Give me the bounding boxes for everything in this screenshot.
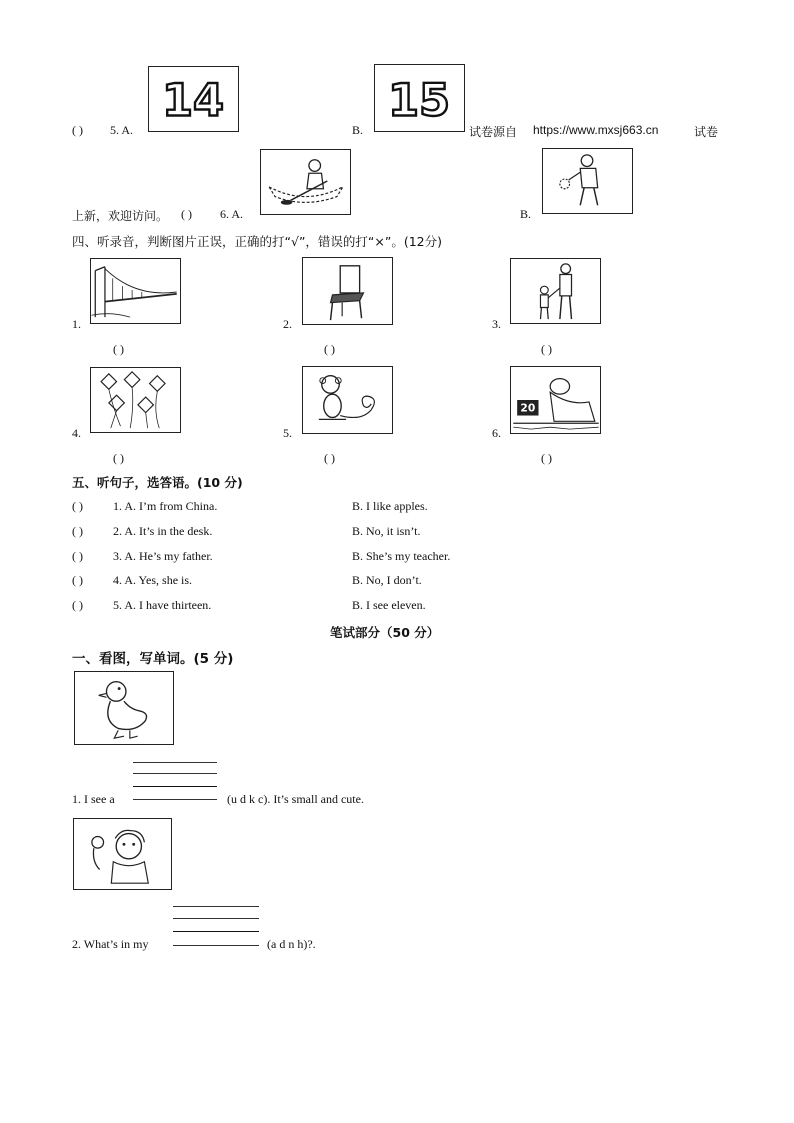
section4-heading: 四、听录音，判断图片正误，正确的打“√”，错误的打“×”。(12分) [72, 234, 443, 249]
birthday-cake-picture [511, 367, 600, 433]
s4-image5-monkey [302, 366, 393, 434]
q6-option-a-label: 6. A. [220, 207, 244, 221]
s5-q5-option-b: B. I see eleven. [352, 598, 426, 612]
source-note-tail: 试卷 [694, 125, 719, 139]
s4-item5-blank[interactable]: ( ) [324, 451, 335, 465]
w2-sentence-start: 2. What’s in my [72, 937, 149, 951]
w1-sentence-start: 1. I see a [72, 792, 115, 806]
s5-q1-blank[interactable]: ( ) [72, 499, 83, 513]
s5-q2-option-b: B. No, it isn’t. [352, 524, 421, 538]
w2-writing-line-1 [173, 906, 259, 907]
q5-answer-blank[interactable]: ( ) [72, 123, 83, 137]
w2-sentence-end: (a d n h)?. [267, 937, 316, 951]
source-note-label: 试卷源自 [469, 125, 518, 139]
s4-item2-blank[interactable]: ( ) [324, 342, 335, 356]
w1-writing-line-2 [133, 773, 217, 774]
chair-picture [303, 258, 392, 324]
source-note-url[interactable]: https://www.mxsj663.cn [533, 123, 659, 137]
w2-writing-line-4[interactable] [173, 945, 259, 946]
source-note-continuation: 上新，欢迎访问。 [72, 209, 169, 223]
s4-item1-blank[interactable]: ( ) [113, 342, 124, 356]
w1-writing-line-1 [133, 762, 217, 763]
father-and-son-picture [511, 259, 600, 323]
s4-item6-blank[interactable]: ( ) [541, 451, 552, 465]
s4-image3-father-and-son [510, 258, 601, 324]
section5-heading: 五、听句子，选答语。(10 分) [72, 475, 243, 490]
w1-writing-line-4[interactable] [133, 799, 217, 800]
written-section1-heading: 一、看图，写单词。(5 分) [72, 651, 234, 667]
written-part-title: 笔试部分（50 分） [330, 625, 440, 640]
q5-option-b-label: B. [352, 123, 364, 137]
bridge-picture [91, 259, 180, 323]
w1-writing-line-3 [133, 786, 217, 787]
w1-sentence-end: (u d k c). It’s small and cute. [227, 792, 364, 806]
s4-image4-kites [90, 367, 181, 433]
number-14-picture [149, 67, 238, 131]
q5-option-a-label: 5. A. [110, 123, 134, 137]
monkey-picture [303, 367, 392, 433]
s4-item1-number: 1. [72, 317, 81, 331]
s4-image2-chair [302, 257, 393, 325]
w2-writing-line-3 [173, 931, 259, 932]
duck-picture [75, 672, 173, 744]
s5-q2-blank[interactable]: ( ) [72, 524, 83, 538]
number-14-glyph: 14 [161, 74, 225, 127]
s5-q4-option-b: B. No, I don’t. [352, 573, 422, 587]
boy-rowing-boat-picture [261, 150, 350, 214]
q5-image-a-number-14 [148, 66, 239, 132]
svg-text:20: 20 [520, 401, 536, 415]
s4-item5-number: 5. [283, 426, 292, 440]
s4-image6-birthday-cake [510, 366, 601, 434]
q5-image-b-number-15 [374, 64, 465, 132]
s4-item3-blank[interactable]: ( ) [541, 342, 552, 356]
s5-q5-blank[interactable]: ( ) [72, 598, 83, 612]
s5-q2-option-a: 2. A. It’s in the desk. [113, 524, 213, 538]
s5-q3-blank[interactable]: ( ) [72, 549, 83, 563]
w2-writing-line-2 [173, 918, 259, 919]
hand-holding-ball-picture [74, 819, 171, 889]
man-playing-ball-picture [543, 149, 632, 213]
s4-item4-blank[interactable]: ( ) [113, 451, 124, 465]
kites-picture [91, 368, 180, 432]
s4-item4-number: 4. [72, 426, 81, 440]
s4-image1-bridge [90, 258, 181, 324]
s5-q3-option-b: B. She’s my teacher. [352, 549, 451, 563]
number-15-glyph: 15 [387, 74, 451, 127]
s4-item3-number: 3. [492, 317, 501, 331]
s5-q4-option-a: 4. A. Yes, she is. [113, 573, 193, 587]
q6-answer-blank[interactable]: ( ) [181, 207, 192, 221]
s5-q5-option-a: 5. A. I have thirteen. [113, 598, 212, 612]
s5-q1-option-a: 1. A. I’m from China. [113, 499, 218, 513]
w1-image-duck [74, 671, 174, 745]
q6-image-b-man-playing-ball [542, 148, 633, 214]
w2-image-hand-holding-ball [73, 818, 172, 890]
q6-image-a-boy-rowing-boat [260, 149, 351, 215]
s4-item2-number: 2. [283, 317, 292, 331]
s5-q4-blank[interactable]: ( ) [72, 573, 83, 587]
s4-item6-number: 6. [492, 426, 501, 440]
number-15-picture [375, 65, 464, 131]
q6-option-b-label: B. [520, 207, 532, 221]
s5-q1-option-b: B. I like apples. [352, 499, 428, 513]
s5-q3-option-a: 3. A. He’s my father. [113, 549, 213, 563]
